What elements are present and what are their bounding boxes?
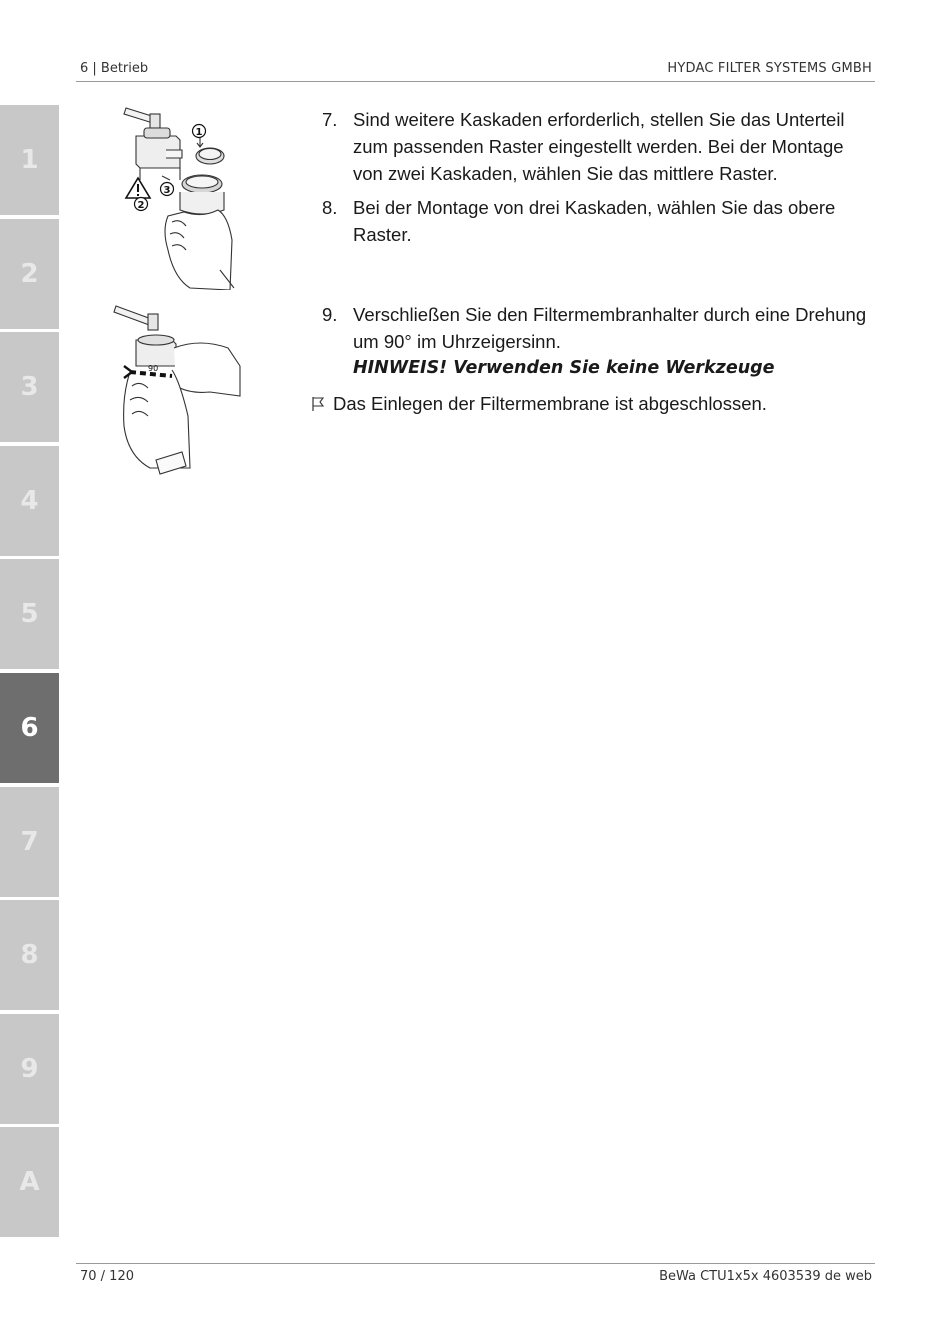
warning-note: HINWEIS! Verwenden Sie keine Werkzeuge: [353, 358, 775, 378]
svg-text:3: 3: [163, 185, 171, 196]
chapter-tab-6[interactable]: 6: [0, 673, 59, 783]
callout-2: [135, 198, 148, 212]
step-7: [322, 106, 867, 187]
rotation-angle-label: 90: [148, 364, 159, 373]
footer-rule: [76, 1263, 875, 1264]
header-section: 6 | Betrieb: [80, 61, 149, 76]
header-company: HYDAC FILTER SYSTEMS GMBH: [667, 61, 872, 76]
chapter-tab-2[interactable]: 2: [0, 219, 59, 329]
result-flag-icon: [311, 396, 325, 412]
warning-icon: [126, 178, 150, 198]
svg-text:2: 2: [137, 200, 145, 211]
membrane-holder-illustration: [110, 100, 250, 290]
chapter-tab-3[interactable]: 3: [0, 332, 59, 442]
chapter-tabs: [0, 105, 59, 1241]
chapter-tab-4[interactable]: 4: [0, 446, 59, 556]
chapter-tab-a[interactable]: A: [0, 1127, 59, 1237]
chapter-tab-1[interactable]: 1: [0, 105, 59, 215]
callout-1: [193, 125, 206, 139]
header-rule: [76, 81, 875, 82]
document-id: BeWa CTU1x5x 4603539 de web: [659, 1269, 872, 1284]
svg-text:1: 1: [195, 127, 203, 138]
chapter-tab-7[interactable]: 7: [0, 787, 59, 897]
step-number: 8.: [322, 197, 338, 218]
result-line: [311, 390, 767, 417]
chapter-tab-9[interactable]: 9: [0, 1014, 59, 1124]
step-8: [322, 194, 867, 248]
step-9: [322, 301, 867, 382]
step-number: 9.: [322, 304, 338, 325]
chapter-tab-5[interactable]: 5: [0, 559, 59, 669]
page-number: 70 / 120: [80, 1269, 134, 1284]
step-text: Bei der Montage von drei Kaskaden, wählen Sie das obere Raster.: [353, 197, 836, 245]
chapter-tab-8[interactable]: 8: [0, 900, 59, 1010]
result-text: Das Einlegen der Filtermembrane ist abgeschlossen.: [333, 393, 767, 414]
step-text: Verschließen Sie den Filtermembranhalter durch eine Drehung um 90° im Uhrzeigersinn.: [353, 304, 867, 352]
closing-rotation-illustration: [110, 296, 245, 476]
callout-3: [161, 183, 174, 197]
step-text: Sind weitere Kaskaden erforderlich, stellen Sie das Unterteil zum passenden Raster eingestellt werden. Bei der Montage von zwei Kaskaden, wählen Sie das mittlere Raster.: [353, 109, 845, 184]
step-number: 7.: [322, 109, 338, 130]
